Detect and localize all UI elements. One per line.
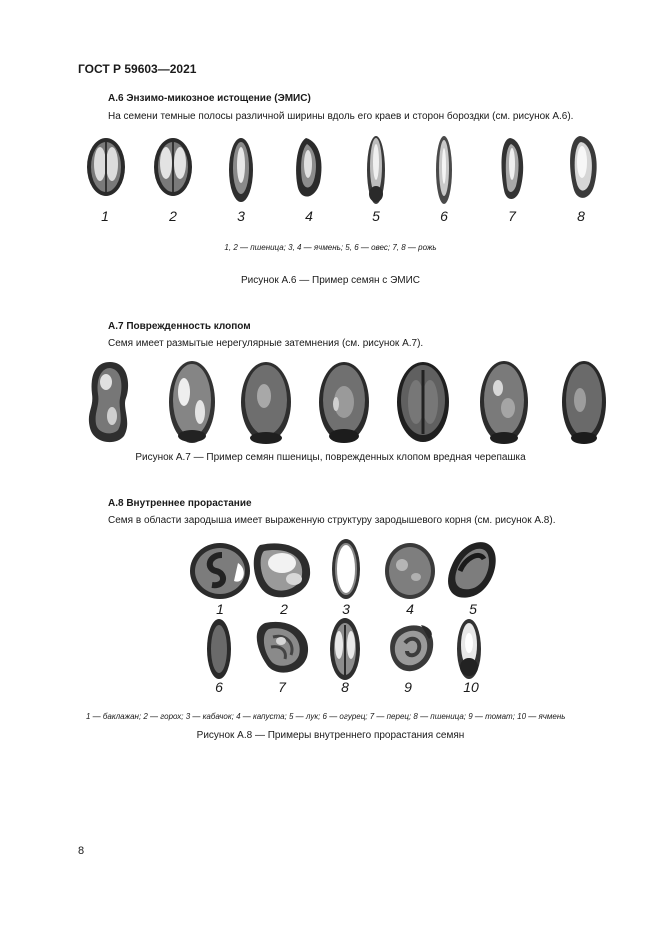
seed-a8-2 xyxy=(254,543,310,597)
seed-a6-7 xyxy=(502,138,524,199)
seed-a8-number-2: 2 xyxy=(280,601,288,617)
seed-a6-number-6: 6 xyxy=(440,208,448,224)
section-a8-text: Семя в области зародыша имеет выраженную структуру зародышевого корня (см. рисунок А.8). xyxy=(108,515,556,526)
standard-header: ГОСТ Р 59603—2021 xyxy=(78,62,197,76)
seed-a6-number-2: 2 xyxy=(169,208,177,224)
seed-a8-6 xyxy=(207,619,231,679)
figure-a8-seeds-row2 xyxy=(195,615,495,679)
seed-a6-2 xyxy=(154,138,192,196)
seed-a8-3 xyxy=(332,539,360,599)
figure-a6-caption: Рисунок А.6 — Пример семян с ЭМИС xyxy=(240,275,421,286)
seed-a6-number-5: 5 xyxy=(372,208,380,224)
seed-a8-number-4: 4 xyxy=(406,601,414,617)
seed-a8-8 xyxy=(330,618,360,680)
section-a6-heading: А.6 Энзимо-микозное истощение (ЭМИС) xyxy=(108,93,311,104)
seed-a6-number-3: 3 xyxy=(237,208,245,224)
seed-a6-number-1: 1 xyxy=(101,208,109,224)
figure-a7-seeds xyxy=(80,358,620,448)
seed-a6-4 xyxy=(296,138,321,197)
figure-a8-seeds-row1 xyxy=(190,535,500,605)
seed-a7-6 xyxy=(480,361,528,444)
section-a7-heading: А.7 Поврежденность клопом xyxy=(108,321,251,332)
seed-a8-5 xyxy=(448,542,496,598)
seed-a7-3 xyxy=(241,362,291,444)
section-a7-text: Семя имеет размытые нерегулярные затемнения (см. рисунок А.7). xyxy=(108,338,424,349)
figure-a6-legend: 1, 2 — пшеница; 3, 4 — ячмень; 5, 6 — овес; 7, 8 — рожь xyxy=(224,243,437,252)
seed-a8-number-6: 6 xyxy=(215,679,223,695)
seed-a7-2 xyxy=(169,361,215,443)
figure-a7-caption: Рисунок А.7 — Пример семян пшеницы, поврежденных клопом вредная черепашка xyxy=(135,452,526,463)
figure-a6-seeds xyxy=(80,130,620,210)
seed-a8-number-10: 10 xyxy=(463,679,479,695)
seed-a6-number-4: 4 xyxy=(305,208,313,224)
seed-a7-1 xyxy=(89,362,128,442)
seed-a7-5 xyxy=(397,362,449,442)
seed-a8-number-7: 7 xyxy=(278,679,286,695)
seed-a8-number-1: 1 xyxy=(216,601,224,617)
seed-a6-3 xyxy=(229,138,253,202)
seed-a6-6 xyxy=(436,136,452,204)
seed-a6-1 xyxy=(87,138,125,196)
seed-a6-8 xyxy=(570,136,597,198)
seed-a7-7 xyxy=(562,361,606,444)
seed-a8-10 xyxy=(457,619,481,679)
seed-a8-number-3: 3 xyxy=(342,601,350,617)
seed-a6-number-7: 7 xyxy=(508,208,516,224)
seed-a8-number-8: 8 xyxy=(341,679,349,695)
seed-a8-9 xyxy=(390,625,433,671)
seed-a8-number-9: 9 xyxy=(404,679,412,695)
figure-a8-legend: 1 — баклажан; 2 — горох; 3 — кабачок; 4 — капуста; 5 — лук; 6 — огурец; 7 — перец; 8 — пшеница; 9 — томат; 10 — ячмень xyxy=(86,712,566,721)
figure-a8-caption: Рисунок А.8 — Примеры внутреннего прорастания семян xyxy=(196,730,465,741)
seed-a8-1 xyxy=(190,543,250,599)
seed-a6-number-8: 8 xyxy=(577,208,585,224)
section-a6-text: На семени темные полосы различной ширины вдоль его краев и сторон бороздки (см. рисунок А.6). xyxy=(108,111,574,122)
seed-a6-5 xyxy=(367,136,385,204)
section-a8-heading: А.8 Внутреннее прорастание xyxy=(108,498,252,509)
seed-a8-4 xyxy=(385,543,435,599)
seed-a8-number-5: 5 xyxy=(469,601,477,617)
page-number: 8 xyxy=(78,845,85,857)
seed-a7-4 xyxy=(319,362,369,443)
seed-a8-7 xyxy=(257,622,308,673)
